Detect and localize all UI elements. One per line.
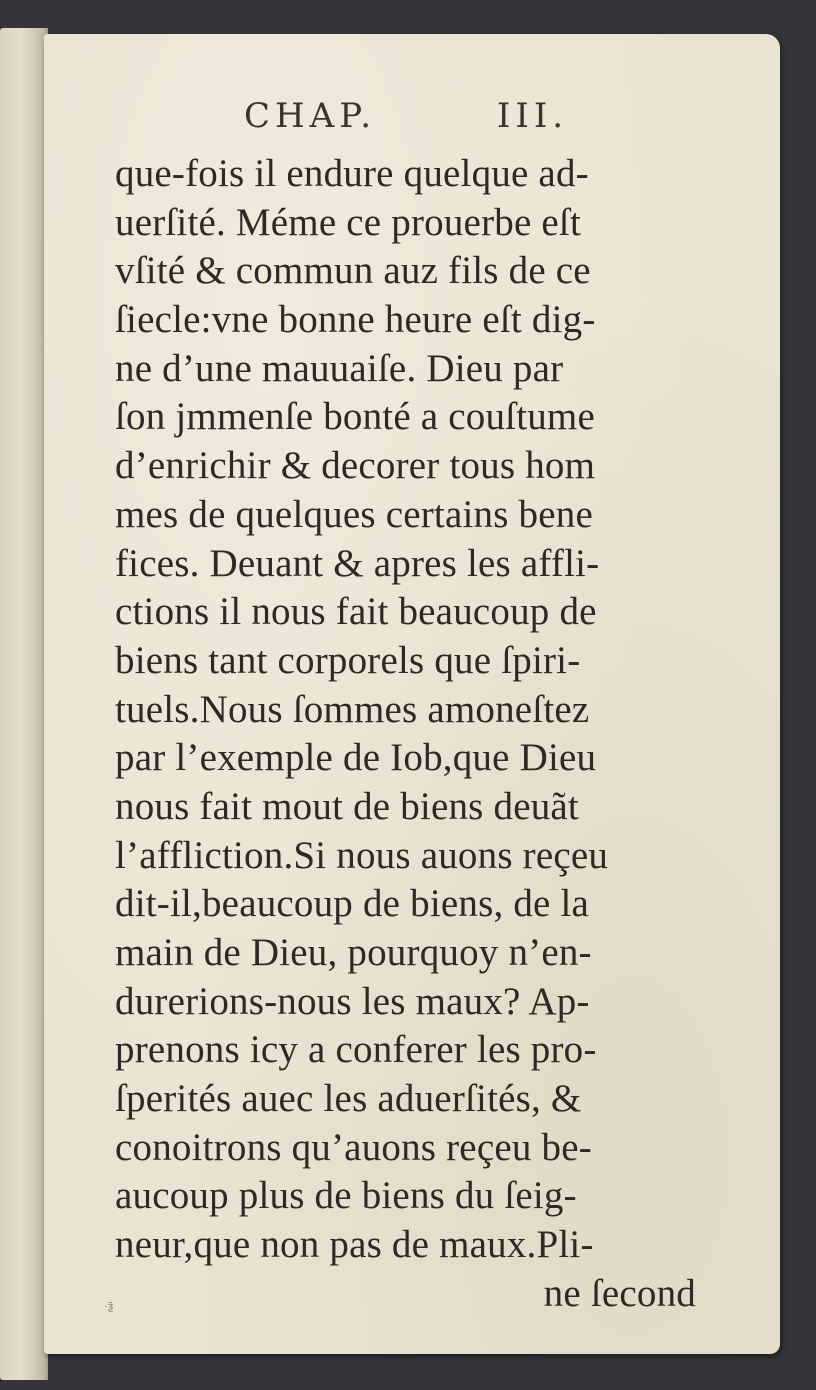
text-line: ſperités auec les aduerſités, &: [115, 1077, 582, 1121]
book-spine: [0, 28, 48, 1380]
text-line: ne d’une mauuaiſe. Dieu par: [115, 346, 564, 390]
text-line: d’enrichir & decorer tous hom: [115, 444, 596, 488]
text-line: durerions-nous les maux? Ap-: [115, 979, 590, 1023]
text-line: nous fait mout de biens deuãt: [115, 784, 579, 828]
text-line: conoitrons qu’auons reçeu be-: [115, 1125, 592, 1169]
text-line: aucoup plus de biens du ſeig-: [115, 1174, 577, 1218]
text-line: mes de quelques certains bene: [115, 492, 593, 536]
text-line: tuels.Nous ſommes amoneſtez: [115, 687, 590, 731]
chapter-number: III.: [497, 96, 569, 136]
text-line: main de Dieu, pourquoy n’en-: [115, 931, 592, 974]
text-line: que-fois il endure quelque ad-: [115, 152, 589, 195]
running-header: [0, 96, 816, 146]
text-line: ſiecle:vne bonne heure eſt dig-: [115, 298, 596, 342]
text-line: l’affliction.Si nous auons reçeu: [115, 833, 609, 877]
text-line: neur,que non pas de maux.Pli-: [115, 1223, 594, 1267]
text-line: ſon jmmenſe bonté a couſtume: [115, 395, 595, 439]
text-line: uerſité. Méme ce prouerbe eſt: [115, 200, 581, 244]
text-line: dit-il,beaucoup de biens, de la: [115, 882, 590, 926]
text-line: par l’exemple de Iob,que Dieu: [115, 736, 597, 780]
page-body-text: [115, 150, 700, 1319]
text-line: prenons icy a conferer les pro-: [115, 1028, 597, 1072]
catchword-line: ne ſecond: [543, 1271, 696, 1315]
text-line: vſité & commun auz fils de ce: [115, 249, 591, 293]
chapter-label: CHAP.: [244, 96, 377, 136]
text-line: biens tant corporels que ſpiri-: [115, 638, 581, 682]
text-line: ctions il nous fait beaucoup de: [115, 590, 597, 634]
footer-mark: ·ƺ̄: [104, 1300, 114, 1313]
text-line: fices. Deuant & apres les affli-: [115, 541, 600, 585]
